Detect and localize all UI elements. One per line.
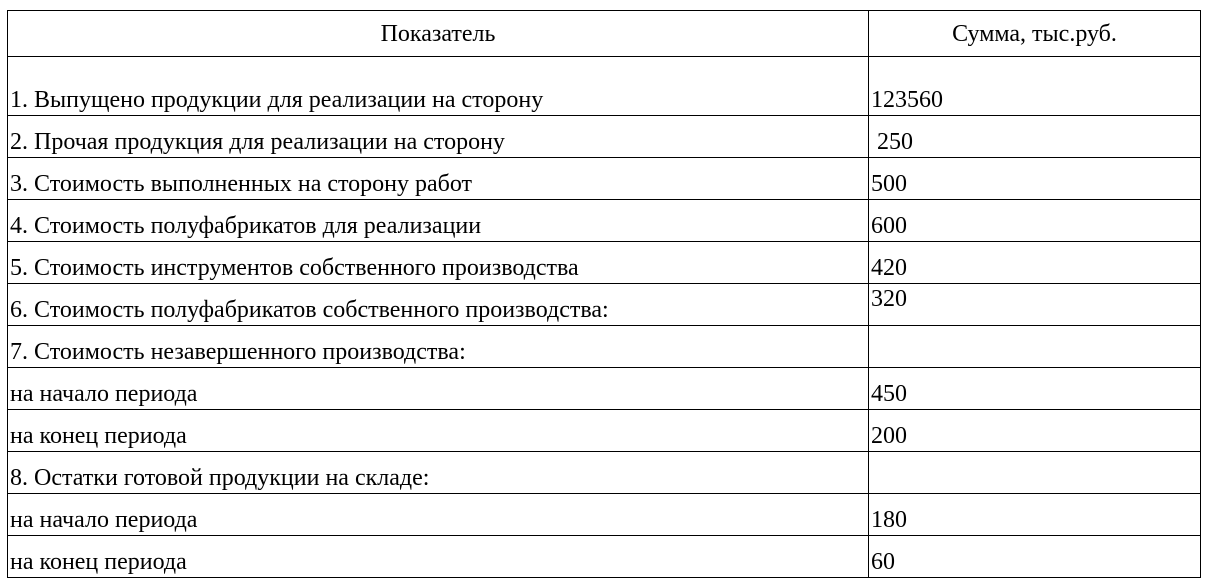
row-label: 8. Остатки готовой продукции на складе: bbox=[8, 452, 869, 494]
table-row bbox=[8, 368, 1201, 410]
table-row bbox=[8, 57, 1201, 116]
row-label: 5. Стоимость инструментов собственного производства bbox=[8, 242, 869, 284]
table-row bbox=[8, 242, 1201, 284]
row-value: 200 bbox=[869, 410, 1201, 452]
table-row bbox=[8, 410, 1201, 452]
header-indicator: Показатель bbox=[8, 11, 869, 57]
row-label: 6. Стоимость полуфабрикатов собственного производства: bbox=[8, 284, 869, 326]
table-row bbox=[8, 494, 1201, 536]
header-sum: Сумма, тыс.руб. bbox=[869, 11, 1201, 57]
row-value bbox=[869, 452, 1201, 494]
row-label: на начало периода bbox=[8, 368, 869, 410]
row-label: на конец периода bbox=[8, 410, 869, 452]
table-row bbox=[8, 116, 1201, 158]
row-label: 4. Стоимость полуфабрикатов для реализации bbox=[8, 200, 869, 242]
row-value: 60 bbox=[869, 536, 1201, 578]
table-row bbox=[8, 452, 1201, 494]
table-row bbox=[8, 326, 1201, 368]
row-value: 450 bbox=[869, 368, 1201, 410]
row-label: на начало периода bbox=[8, 494, 869, 536]
table-row bbox=[8, 284, 1201, 326]
row-value: 420 bbox=[869, 242, 1201, 284]
row-label: 1. Выпущено продукции для реализации на сторону bbox=[8, 57, 869, 116]
row-value: 180 bbox=[869, 494, 1201, 536]
row-value: 500 bbox=[869, 158, 1201, 200]
row-label: 3. Стоимость выполненных на сторону работ bbox=[8, 158, 869, 200]
row-label: на конец периода bbox=[8, 536, 869, 578]
table-header-row bbox=[8, 11, 1201, 57]
row-value: 600 bbox=[869, 200, 1201, 242]
row-value: 320 bbox=[869, 284, 1201, 326]
row-label: 7. Стоимость незавершенного производства: bbox=[8, 326, 869, 368]
data-table bbox=[7, 10, 1201, 578]
row-value: 250 bbox=[869, 116, 1201, 158]
table-row bbox=[8, 200, 1201, 242]
table-row bbox=[8, 158, 1201, 200]
row-value bbox=[869, 326, 1201, 368]
row-label: 2. Прочая продукция для реализации на сторону bbox=[8, 116, 869, 158]
row-value: 123560 bbox=[869, 57, 1201, 116]
table-row bbox=[8, 536, 1201, 578]
